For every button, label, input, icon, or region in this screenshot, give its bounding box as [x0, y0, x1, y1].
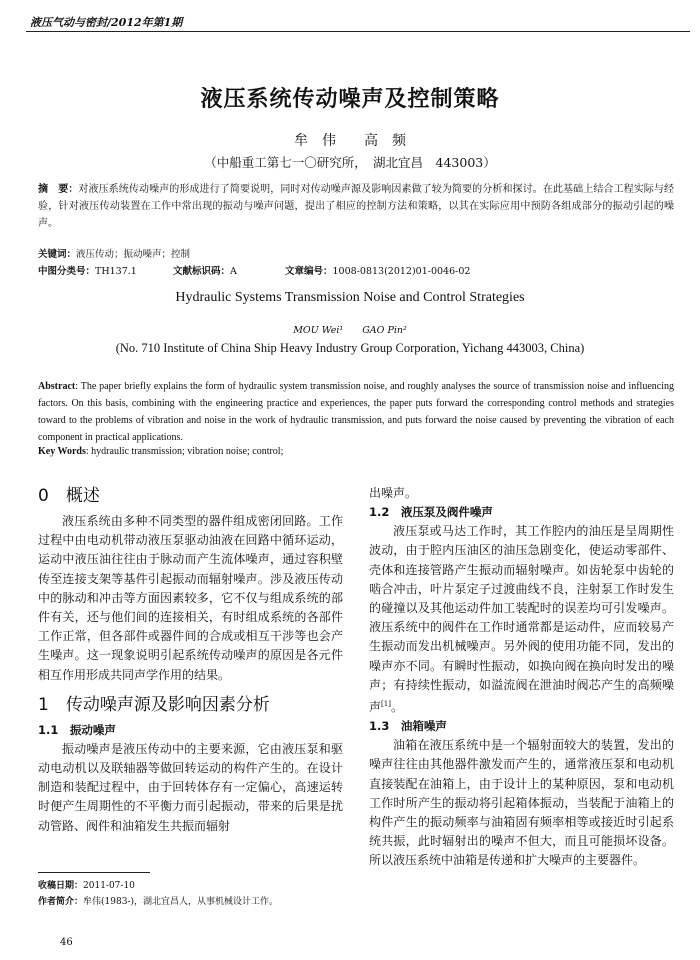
english-keywords-label: Key Words	[38, 446, 86, 457]
bio-label: 作者简介：	[38, 897, 84, 907]
footnote-bio	[38, 894, 278, 907]
section-1-2-end: 。	[390, 700, 403, 715]
page-number: 46	[60, 937, 73, 948]
affiliation: （中船重工第七一〇研究所， 湖北宜昌 443003）	[204, 155, 496, 170]
section-1-2-heading: 1.2 液压泵及阀件噪声	[369, 505, 493, 520]
authors: 牟 伟 高 频	[294, 133, 406, 149]
english-authors: MOU Wei¹ GAO Pin²	[293, 325, 407, 336]
section-0-paragraph: 液压系统由多种不同类型的器件组成密闭回路。工作过程中由电动机带动液压泵驱动油液在回路中循环运动，运动中液压油往往由于脉动而产生流体噪声，通过容积壁传至连接支架等基件引起振动而辐射噪声。涉及液压传动中的脉动和冲击等方面因素较多，它不仅与组成系统的部件有关，还与他们间的连接相关，有时组成系统的各部件工作正常，但各部件或器件间的合成或相互干涉等也会产生噪声。这一现象说明引起系统传动噪声的原因是各元件相互作用形成共同声学作用的结果。	[38, 514, 343, 682]
right-column	[369, 484, 674, 871]
english-keywords	[38, 446, 283, 457]
english-abstract-text: : The paper briefly explains the form of hydraulic system transmission noise, and roughly analyses the source of transmission noise and influencing factors. On this basis, combining with the engineering practice and experiences, the paper puts forward the corresponding control methods and strategies toward to the problems of vibration and noise in the work of hydraulic transmission, and puts forward the noise caused by preventing the vibration of each component in practical applications.	[38, 381, 674, 443]
paper-title: 液压系统传动噪声及控制策略	[200, 87, 500, 112]
english-affiliation: (No. 710 Institute of China Ship Heavy Industry Group Corporation, Yichang 443003, China)	[115, 341, 585, 355]
footnote-rule	[38, 872, 150, 873]
journal-header: 液压气动与密封/2012年第1期	[30, 16, 183, 29]
english-keywords-text: : hydraulic transmission; vibration noise; control;	[85, 446, 284, 457]
header-rule	[26, 31, 690, 32]
doc-code-label: 文献标识码：	[173, 266, 231, 277]
section-1-2-paragraph	[369, 522, 674, 717]
left-column	[38, 484, 343, 836]
classification-label: 中图分类号：	[38, 266, 96, 277]
classification-row	[38, 263, 674, 277]
footnote-received	[38, 878, 135, 891]
section-1-3-paragraph: 油箱在液压系统中是一个辐射面较大的装置，发出的噪声往往由其他器件激发而产生的，通常液压泵和电动机直接装配在油箱上，由于设计上的某种原因，泵和电动机工作时所产生的振动将引起箱体振动，当装配于油箱上的构件产生的振动频率与油箱固有频率相等或接近时引起系统共振，此时辐射出的噪声不但大，而且可能损坏设备。所以液压系统中油箱是传递和扩大噪声的主要器件。	[369, 738, 674, 868]
section-1-3-heading: 1.3 油箱噪声	[369, 719, 447, 734]
doc-code-value: A	[230, 266, 237, 277]
abstract-cn	[38, 181, 674, 232]
keywords-cn-label: 关键词：	[38, 249, 77, 260]
english-abstract	[38, 378, 674, 446]
article-no-value: 1008-0813(2012)01-0046-02	[332, 266, 471, 277]
article-no-label: 文章编号：	[285, 266, 333, 277]
citation-ref: [1]	[381, 700, 391, 709]
received-date: 2011-07-10	[83, 881, 135, 891]
continued-text: 出噪声。	[369, 486, 418, 500]
abstract-cn-label: 摘 要：	[38, 184, 79, 195]
keywords-cn	[38, 246, 190, 260]
received-label: 收稿日期：	[38, 881, 84, 891]
section-1-1-heading: 1.1 振动噪声	[38, 722, 116, 737]
section-1-2-text: 液压泵或马达工作时，其工作腔内的油压是呈周期性波动，由于腔内压油区的油压急剧变化，使运动零部件、壳体和连接管路产生振动而辐射噪声。如齿轮泵中齿轮的啮合冲击，叶片泵定子过渡曲线不良，注射泵工作时发生的碰撞以及其他运动件加工装配时的误差均可引发噪声。液压系统中的阀件在工作时通常都是运动件，应而较易产生振动而发出机械噪声。另外阀的使用功能不同，发出的噪声亦不同。有瞬时性振动，如换向阀在换向时发出的噪声；有持续性振动，如溢流阀在泄油时阀芯产生的高频噪声	[369, 524, 674, 715]
english-title: Hydraulic Systems Transmission Noise and Control Strategies	[175, 290, 525, 305]
keywords-cn-text: 液压传动；振动噪声；控制	[76, 249, 191, 260]
classification-value: TH137.1	[95, 266, 137, 277]
section-1-1-paragraph: 振动噪声是液压传动中的主要来源，它由液压泵和驱动电动机以及联轴器等做回转运动的构件产生的。在设计制造和装配过程中，由于回转体存有一定偏心，高速运转时便产生周期性的不平衡力而引起振动，带来的后果是扰动管路、阀件和油箱发生共振而辐射	[38, 741, 343, 833]
section-1-heading: 1 传动噪声源及影响因素分析	[38, 694, 270, 715]
bio-text: 牟伟(1983-)，湖北宜昌人，从事机械设计工作。	[83, 897, 278, 907]
abstract-cn-text: 对液压系统传动噪声的形成进行了简要说明，同时对传动噪声源及影响因素做了较为简要的分析和探讨。在此基础上结合工程实际与经验，针对液压传动装置在工作中常出现的振动与噪声问题，提出了相应的控制方法和策略，以其在实际应用中预防各组成部分的振动引起的噪声。	[38, 184, 675, 229]
english-abstract-label: Abstract	[38, 381, 76, 392]
section-0-heading: 0 概述	[38, 486, 100, 506]
